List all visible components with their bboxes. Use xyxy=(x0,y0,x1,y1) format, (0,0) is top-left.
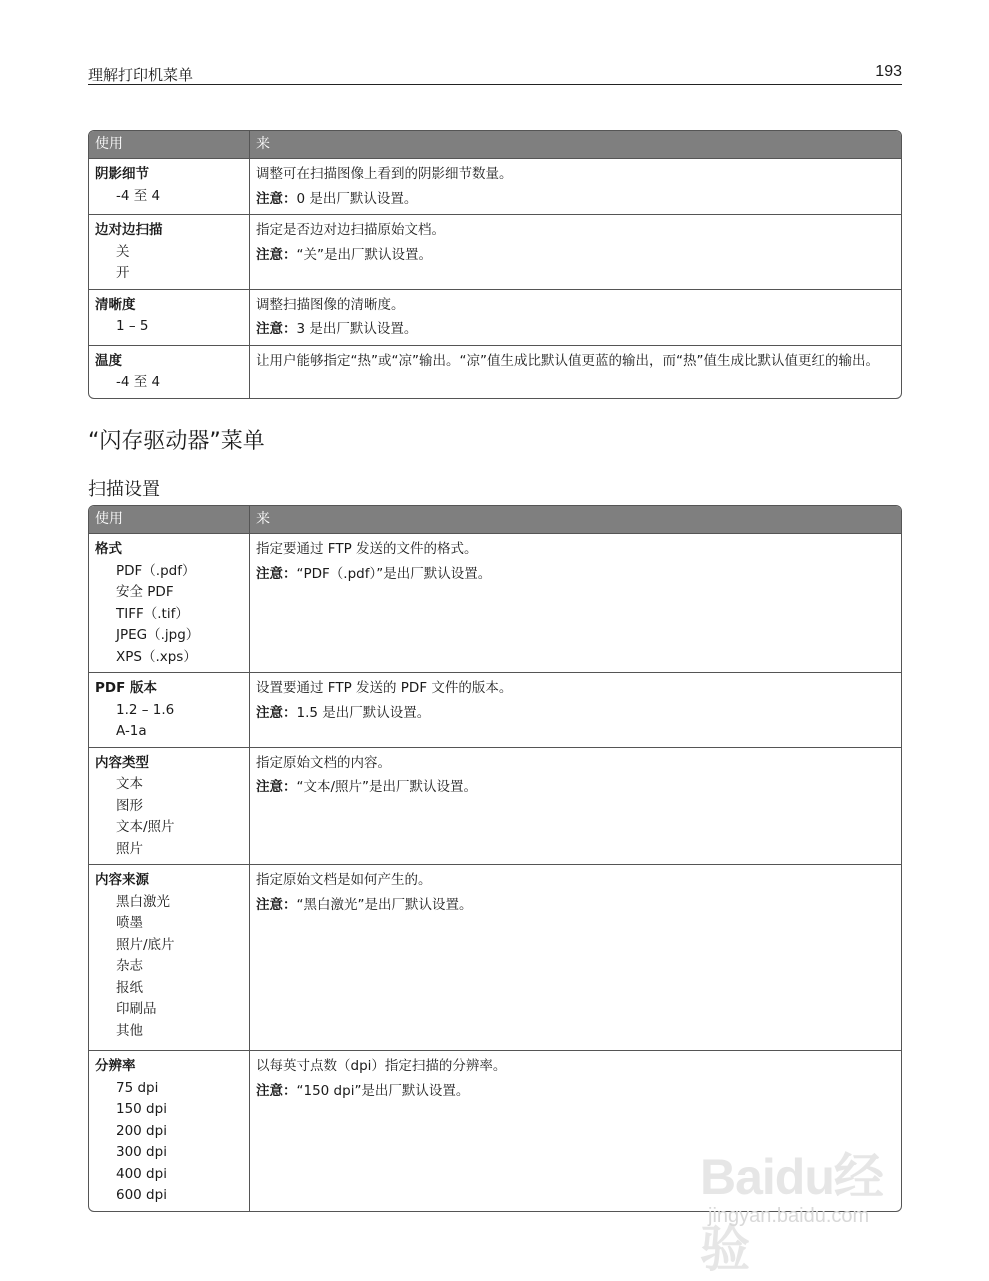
table-row xyxy=(89,214,901,289)
setting-option: 照片 xyxy=(116,840,143,857)
menu-table-1 xyxy=(88,130,902,399)
setting-name: PDF 版本 xyxy=(95,680,158,696)
setting-description: 让用户能够指定“热”或“凉”输出。“凉”值生成比默认值更蓝的输出，而“热”值生成比默认值更红的输出。 xyxy=(256,352,879,369)
setting-cell xyxy=(89,214,250,289)
header-title: 理解打印机菜单 xyxy=(88,66,194,84)
setting-option: -4 至 4 xyxy=(116,187,161,204)
setting-option: -4 至 4 xyxy=(116,374,161,390)
baidu-watermark xyxy=(700,1125,930,1277)
setting-option: 安全 PDF xyxy=(116,584,174,600)
subsection-title: 扫描设置 xyxy=(88,479,160,500)
note-label: 注意： xyxy=(256,704,297,721)
note-label: 注意： xyxy=(256,321,297,337)
setting-description: 设置要通过 FTP 发送的 PDF 文件的版本。 xyxy=(256,680,513,696)
note-text: “黑白激光”是出厂默认设置。 xyxy=(296,896,473,913)
note-label: 注意： xyxy=(256,1082,297,1099)
note-text: “文本/照片”是出厂默认设置。 xyxy=(296,779,478,795)
default-note xyxy=(256,189,895,211)
setting-option: 照片/底片 xyxy=(116,936,175,953)
page-number: 193 xyxy=(875,63,902,80)
column-header-use: 使用 xyxy=(89,131,250,158)
section-title: “闪存驱动器”菜单 xyxy=(88,429,265,454)
watermark-logo: Baidu经验 xyxy=(700,1149,883,1277)
setting-description: 调整扫描图像的清晰度。 xyxy=(256,296,405,313)
setting-name: 温度 xyxy=(95,352,122,369)
setting-cell xyxy=(89,533,250,672)
setting-cell xyxy=(89,864,250,1050)
note-text: “PDF（.pdf）”是出厂默认设置。 xyxy=(296,565,492,582)
note-label: 注意： xyxy=(256,565,297,582)
table-header-row xyxy=(89,131,901,158)
note-label: 注意： xyxy=(256,246,297,263)
setting-name: 内容来源 xyxy=(95,872,149,888)
description-cell xyxy=(250,864,901,1050)
default-note xyxy=(256,1081,895,1103)
description-cell xyxy=(250,747,901,865)
setting-description: 指定原始文档的内容。 xyxy=(256,754,391,771)
setting-option: 1.2 – 1.6 xyxy=(116,701,175,718)
setting-option: 其他 xyxy=(116,1022,143,1039)
setting-option: 文本 xyxy=(116,776,143,792)
setting-option: 杂志 xyxy=(116,958,143,974)
setting-option: 75 dpi xyxy=(116,1079,159,1096)
default-note xyxy=(256,777,895,799)
default-note xyxy=(256,895,895,917)
setting-option: 200 dpi xyxy=(116,1122,167,1139)
setting-option: 1 – 5 xyxy=(116,318,149,334)
table-row xyxy=(89,158,901,214)
table-row xyxy=(89,345,901,398)
table-row xyxy=(89,533,901,672)
note-text: 0 是出厂默认设置。 xyxy=(296,190,418,207)
description-cell xyxy=(250,289,901,345)
table-header-row xyxy=(89,506,901,533)
table-row xyxy=(89,747,901,865)
setting-cell xyxy=(89,747,250,865)
setting-option: 文本/照片 xyxy=(116,819,175,835)
description-cell xyxy=(250,214,901,289)
setting-description: 以每英寸点数（dpi）指定扫描的分辨率。 xyxy=(256,1058,507,1074)
setting-cell xyxy=(89,158,250,214)
setting-description: 指定是否边对边扫描原始文档。 xyxy=(256,222,445,238)
setting-option: 图形 xyxy=(116,797,143,814)
setting-name: 内容类型 xyxy=(95,754,149,771)
default-note xyxy=(256,245,895,267)
setting-name: 阴影细节 xyxy=(95,166,149,182)
setting-description: 指定要通过 FTP 发送的文件的格式。 xyxy=(256,541,478,557)
setting-option: 600 dpi xyxy=(116,1187,167,1203)
note-text: “关”是出厂默认设置。 xyxy=(296,246,432,263)
page-header xyxy=(88,62,902,85)
description-cell xyxy=(250,345,901,398)
watermark-url: jingyan.baidu.com xyxy=(708,1205,870,1227)
setting-description: 调整可在扫描图像上看到的阴影细节数量。 xyxy=(256,166,513,182)
column-header-to: 来 xyxy=(250,506,901,533)
setting-name: 清晰度 xyxy=(95,296,136,313)
description-cell xyxy=(250,533,901,672)
note-label: 注意： xyxy=(256,779,297,795)
setting-option: PDF（.pdf） xyxy=(116,562,196,579)
table-row xyxy=(89,672,901,747)
table-row xyxy=(89,864,901,1050)
setting-name: 边对边扫描 xyxy=(95,222,163,238)
setting-cell xyxy=(89,289,250,345)
setting-description: 指定原始文档是如何产生的。 xyxy=(256,872,432,888)
setting-option: 150 dpi xyxy=(116,1101,167,1117)
setting-option: 开 xyxy=(116,265,130,281)
setting-option: TIFF（.tif） xyxy=(116,605,189,622)
column-header-use: 使用 xyxy=(89,506,250,533)
description-cell xyxy=(250,158,901,214)
setting-option: A-1a xyxy=(116,723,147,739)
setting-option: 黑白激光 xyxy=(116,893,170,910)
table-row xyxy=(89,289,901,345)
menu-table-2 xyxy=(88,505,902,1212)
note-text: 1.5 是出厂默认设置。 xyxy=(296,704,431,721)
default-note xyxy=(256,319,895,341)
setting-name: 分辨率 xyxy=(95,1058,136,1074)
setting-option: JPEG（.jpg） xyxy=(116,627,200,643)
column-header-to: 来 xyxy=(250,131,901,158)
setting-option: 300 dpi xyxy=(116,1144,167,1160)
setting-name: 格式 xyxy=(95,541,122,557)
description-cell xyxy=(250,672,901,747)
setting-cell xyxy=(89,345,250,398)
setting-option: XPS（.xps） xyxy=(116,648,197,665)
note-text: 3 是出厂默认设置。 xyxy=(296,321,418,337)
note-label: 注意： xyxy=(256,896,297,913)
setting-option: 关 xyxy=(116,243,130,260)
setting-option: 印刷品 xyxy=(116,1001,157,1017)
default-note xyxy=(256,564,895,586)
setting-cell xyxy=(89,1050,250,1211)
note-label: 注意： xyxy=(256,190,297,207)
setting-option: 喷墨 xyxy=(116,915,143,931)
setting-option: 报纸 xyxy=(116,979,143,996)
setting-option: 400 dpi xyxy=(116,1165,167,1182)
setting-cell xyxy=(89,672,250,747)
default-note xyxy=(256,703,895,725)
note-text: “150 dpi”是出厂默认设置。 xyxy=(296,1082,470,1099)
